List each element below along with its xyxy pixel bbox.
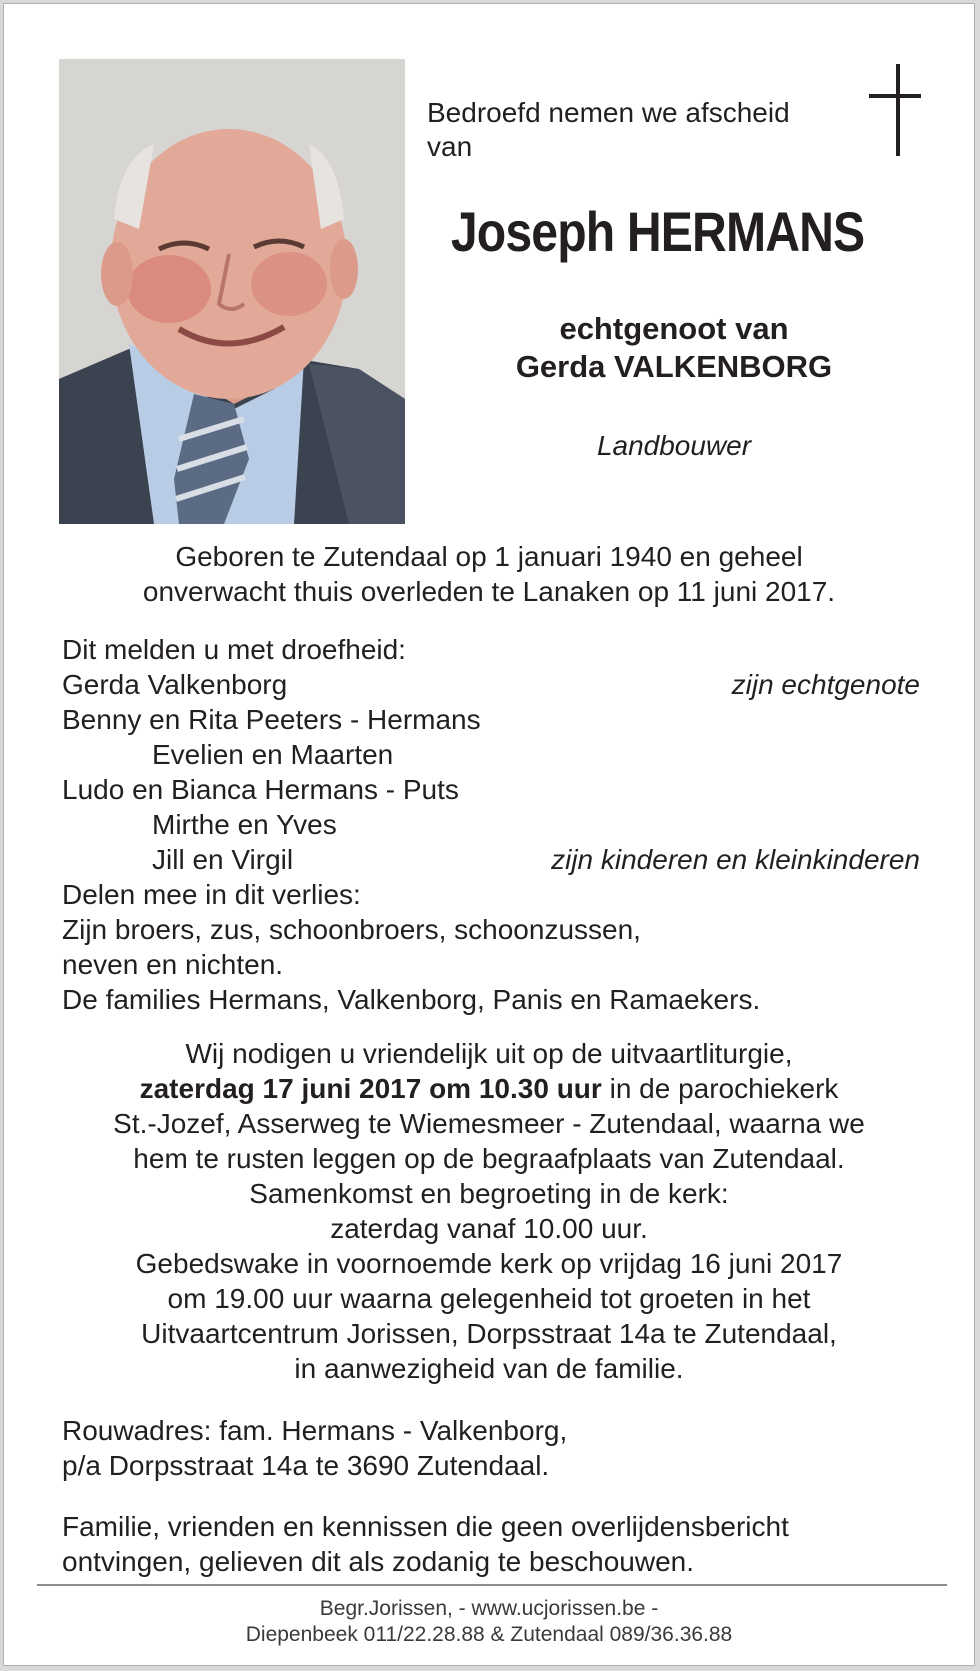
family-row	[62, 772, 920, 807]
mourning-address	[62, 1413, 920, 1483]
liturgy-line: Gebedswake in voornoemde kerk op vrijdag 16 juni 2017	[135, 1248, 843, 1279]
family-text: Ludo en Bianca Hermans - Puts	[62, 774, 459, 805]
family-text: Delen mee in dit verlies:	[62, 879, 361, 910]
family-relation: zijn echtgenote	[731, 669, 920, 700]
profession: Landbouwer	[596, 430, 752, 461]
address-line-1: Rouwadres: fam. Hermans - Valkenborg,	[62, 1415, 568, 1446]
obituary-card	[3, 3, 975, 1666]
spouse-line-2: Gerda VALKENBORG	[515, 349, 833, 384]
notice-text	[62, 1509, 920, 1579]
family-text: Zijn broers, zus, schoonbroers, schoonzussen,	[62, 914, 641, 945]
liturgy-invitation	[24, 1036, 954, 1386]
liturgy-line: in aanwezigheid van de familie.	[294, 1353, 684, 1384]
portrait-illustration	[59, 59, 405, 524]
address-line-2: p/a Dorpsstraat 14a te 3690 Zutendaal.	[62, 1450, 550, 1481]
intro-line-2: van	[427, 131, 473, 162]
intro-line-1: Bedroefd nemen we afscheid	[427, 97, 790, 128]
deceased-name: Joseph HERMANS	[450, 200, 865, 263]
liturgy-line: om 19.00 uur waarna gelegenheid tot groeten in het	[167, 1283, 811, 1314]
family-relation: zijn kinderen en kleinkinderen	[551, 844, 920, 875]
divider	[37, 1584, 947, 1586]
family-text: Evelien en Maarten	[152, 739, 394, 770]
liturgy-location: in de parochiekerk	[601, 1073, 839, 1104]
family-text: Mirthe en Yves	[152, 809, 337, 840]
family-text: Jill en Virgil	[152, 844, 294, 875]
birth-death-text	[34, 539, 944, 609]
family-row	[62, 737, 920, 772]
portrait-photo	[59, 59, 405, 524]
family-row	[62, 807, 920, 842]
spouse-line-1: echtgenoot van	[559, 311, 789, 346]
family-row	[62, 982, 920, 1017]
liturgy-line: St.-Jozef, Asserweg te Wiemesmeer - Zutendaal, waarna we	[113, 1108, 865, 1139]
liturgy-line: zaterdag vanaf 10.00 uur.	[330, 1213, 648, 1244]
footer-line-1: Begr.Jorissen, - www.ucjorissen.be -	[319, 1597, 659, 1620]
born-line-1: Geboren te Zutendaal op 1 januari 1940 en geheel	[175, 541, 803, 572]
intro-text	[427, 96, 847, 164]
notice-line-2: ontvingen, gelieven dit als zodanig te beschouwen.	[62, 1546, 694, 1577]
family-text: Benny en Rita Peeters - Hermans	[62, 704, 481, 735]
family-text: De families Hermans, Valkenborg, Panis en Ramaekers.	[62, 984, 761, 1015]
family-text: neven en nichten.	[62, 949, 284, 980]
liturgy-line	[24, 1071, 954, 1106]
liturgy-line: Uitvaartcentrum Jorissen, Dorpsstraat 14a te Zutendaal,	[141, 1318, 837, 1349]
born-line-2: onverwacht thuis overleden te Lanaken op 11 juni 2017.	[142, 576, 836, 607]
family-list	[62, 632, 920, 1017]
liturgy-line: Samenkomst en begroeting in de kerk:	[249, 1178, 729, 1209]
family-row	[62, 947, 920, 982]
liturgy-date: zaterdag 17 juni 2017 om 10.30 uur	[139, 1073, 602, 1104]
family-row	[62, 632, 920, 667]
funeral-home-footer	[4, 1596, 974, 1648]
family-row	[62, 842, 920, 877]
family-row	[62, 912, 920, 947]
notice-line-1: Familie, vrienden en kennissen die geen overlijdensbericht	[62, 1511, 789, 1542]
family-text: Dit melden u met droefheid:	[62, 634, 406, 665]
family-text: Gerda Valkenborg	[62, 669, 288, 700]
spouse-block	[434, 310, 914, 386]
cross-icon	[869, 64, 929, 164]
liturgy-line: hem te rusten leggen op de begraafplaats van Zutendaal.	[133, 1143, 845, 1174]
family-row	[62, 702, 920, 737]
footer-line-2: Diepenbeek 011/22.28.88 & Zutendaal 089/36.36.88	[245, 1623, 733, 1646]
liturgy-line: Wij nodigen u vriendelijk uit op de uitvaartliturgie,	[185, 1038, 793, 1069]
family-row	[62, 877, 920, 912]
family-row	[62, 667, 920, 702]
